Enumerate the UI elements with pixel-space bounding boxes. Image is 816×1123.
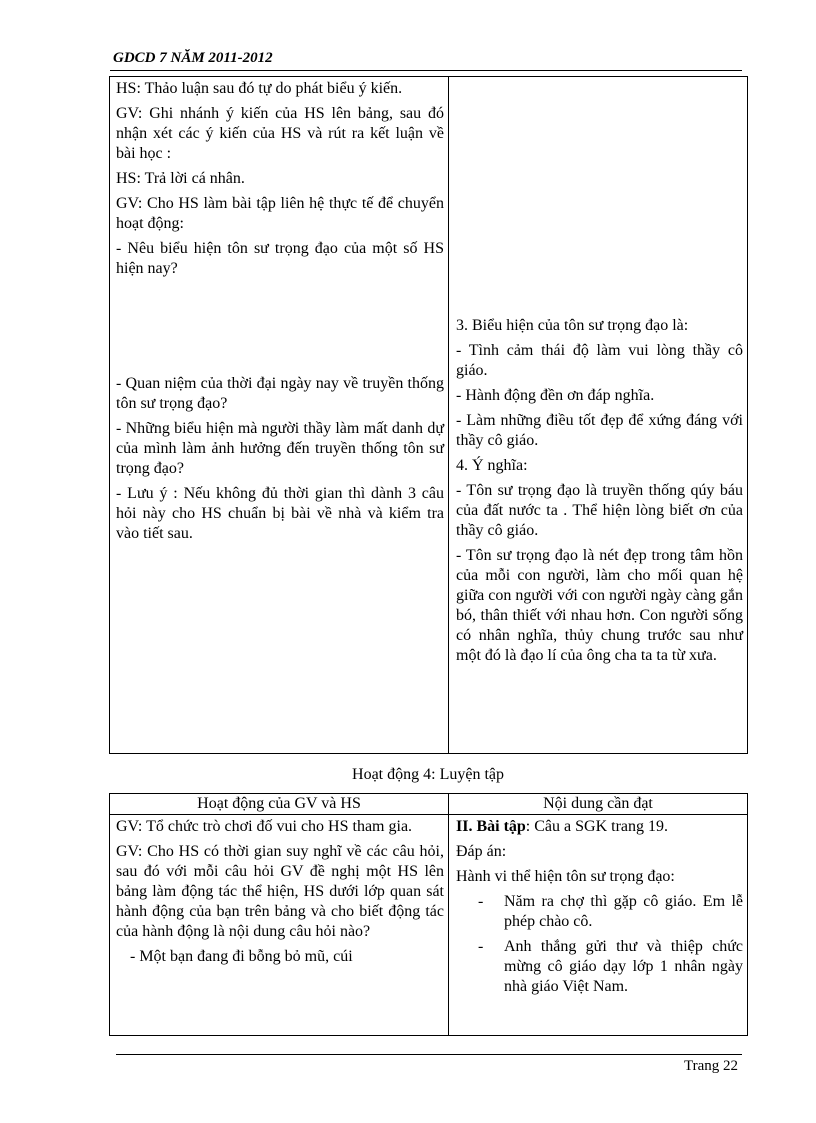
answer-list xyxy=(456,892,743,997)
activity-paragraph: GV: Ghi nhánh ý kiến của HS lên bảng, sau đó nhận xét các ý kiến của HS và rút ra kết luận về bài học : xyxy=(116,105,444,162)
teacher-student-activity-cell xyxy=(110,815,449,1036)
content-paragraph: 3. Biểu hiện của tôn sư trọng đạo là: xyxy=(456,317,689,334)
exercise-ref: : Câu a SGK trang 19. xyxy=(525,818,668,835)
activity-paragraph: HS: Thảo luận sau đó tự do phát biểu ý kiến. xyxy=(116,80,403,97)
column-header: Nội dung cần đạt xyxy=(449,794,748,815)
list-item: - Anh thắng gửi thư và thiệp chức mừng cô giáo dạy lớp 1 nhân ngày nhà giáo Việt Nam. xyxy=(456,937,743,997)
content-paragraph: 4. Ý nghĩa: xyxy=(456,457,528,474)
activity-paragraph: GV: Tổ chức trò chơi đố vui cho HS tham gia. xyxy=(116,818,413,835)
activity-paragraph: - Lưu ý : Nếu không đủ thời gian thì dành 3 câu hỏi này cho HS chuẩn bị bài về nhà và kiểm tra vào tiết sau. xyxy=(116,485,444,542)
activity-paragraph: - Những biểu hiện mà người thầy làm mất danh dự của mình làm ảnh hưởng đến truyền thống tôn sư trọng đạo? xyxy=(116,420,444,477)
content-paragraph: - Làm những điều tốt đẹp để xứng đáng với thầy cô giáo. xyxy=(456,412,743,449)
practice-table xyxy=(109,793,748,1036)
list-item: - Năm ra chợ thì gặp cô giáo. Em lễ phép chào cô. xyxy=(456,892,743,932)
activity-paragraph: HS: Trả lời cá nhân. xyxy=(116,170,245,187)
content-cell xyxy=(449,815,748,1036)
page-number: Trang 22 xyxy=(683,1058,738,1074)
content-cell xyxy=(449,77,748,754)
document-header: GDCD 7 NĂM 2011-2012 xyxy=(113,50,273,66)
content-paragraph: - Tôn sư trọng đạo là truyền thống qúy báu của đất nước ta . Thể hiện lòng biết ơn của thầy cô giáo. xyxy=(456,482,743,539)
teacher-student-activity-cell xyxy=(110,77,449,754)
activity-paragraph: - Nêu biểu hiện tôn sư trọng đạo của một số HS hiện nay? xyxy=(116,240,444,277)
exercise-label: II. Bài tập xyxy=(456,818,526,835)
section-title: Hoạt động 4: Luyện tập xyxy=(352,766,504,783)
column-header: Hoạt động của GV và HS xyxy=(110,794,449,815)
activity-paragraph: GV: Cho HS làm bài tập liên hệ thực tế để chuyển hoạt động: xyxy=(116,195,444,232)
activity-paragraph: - Quan niệm của thời đại ngày nay về truyền thống tôn sư trọng đạo? xyxy=(116,375,444,412)
activity-paragraph: GV: Cho HS có thời gian suy nghĩ về các câu hỏi, sau đó với mỗi câu hỏi GV đề nghị một HS lên bảng làm động tác thể hiện, HS dưới lớp quan sát hành động của bạn trên bảng và cho biết động tác của hành động là nội dung câu hỏi nào? xyxy=(116,843,444,940)
content-paragraph: - Hành động đền ơn đáp nghĩa. xyxy=(456,387,655,404)
activity-paragraph: - Một bạn đang đi bỗng bỏ mũ, cúi xyxy=(130,948,353,965)
content-paragraph: - Tôn sư trọng đạo là nét đẹp trong tâm hồn của mỗi con người, làm cho mối quan hệ giữa con người với con người ngày càng gắn bó, thân thiết với nhau hơn. Con người sống có nhân nghĩa, thủy chung trước sau như một đó là đạo lí của ông cha ta ta từ xưa. xyxy=(456,547,743,664)
header-divider xyxy=(110,70,742,71)
exercise-heading xyxy=(456,817,743,837)
answer-label: Đáp án: xyxy=(456,843,507,860)
answer-intro: Hành vi thể hiện tôn sư trọng đạo: xyxy=(456,868,675,885)
content-paragraph: - Tình cảm thái độ làm vui lòng thầy cô giáo. xyxy=(456,342,743,379)
lesson-table-continued xyxy=(109,76,748,754)
footer-divider xyxy=(116,1054,742,1055)
